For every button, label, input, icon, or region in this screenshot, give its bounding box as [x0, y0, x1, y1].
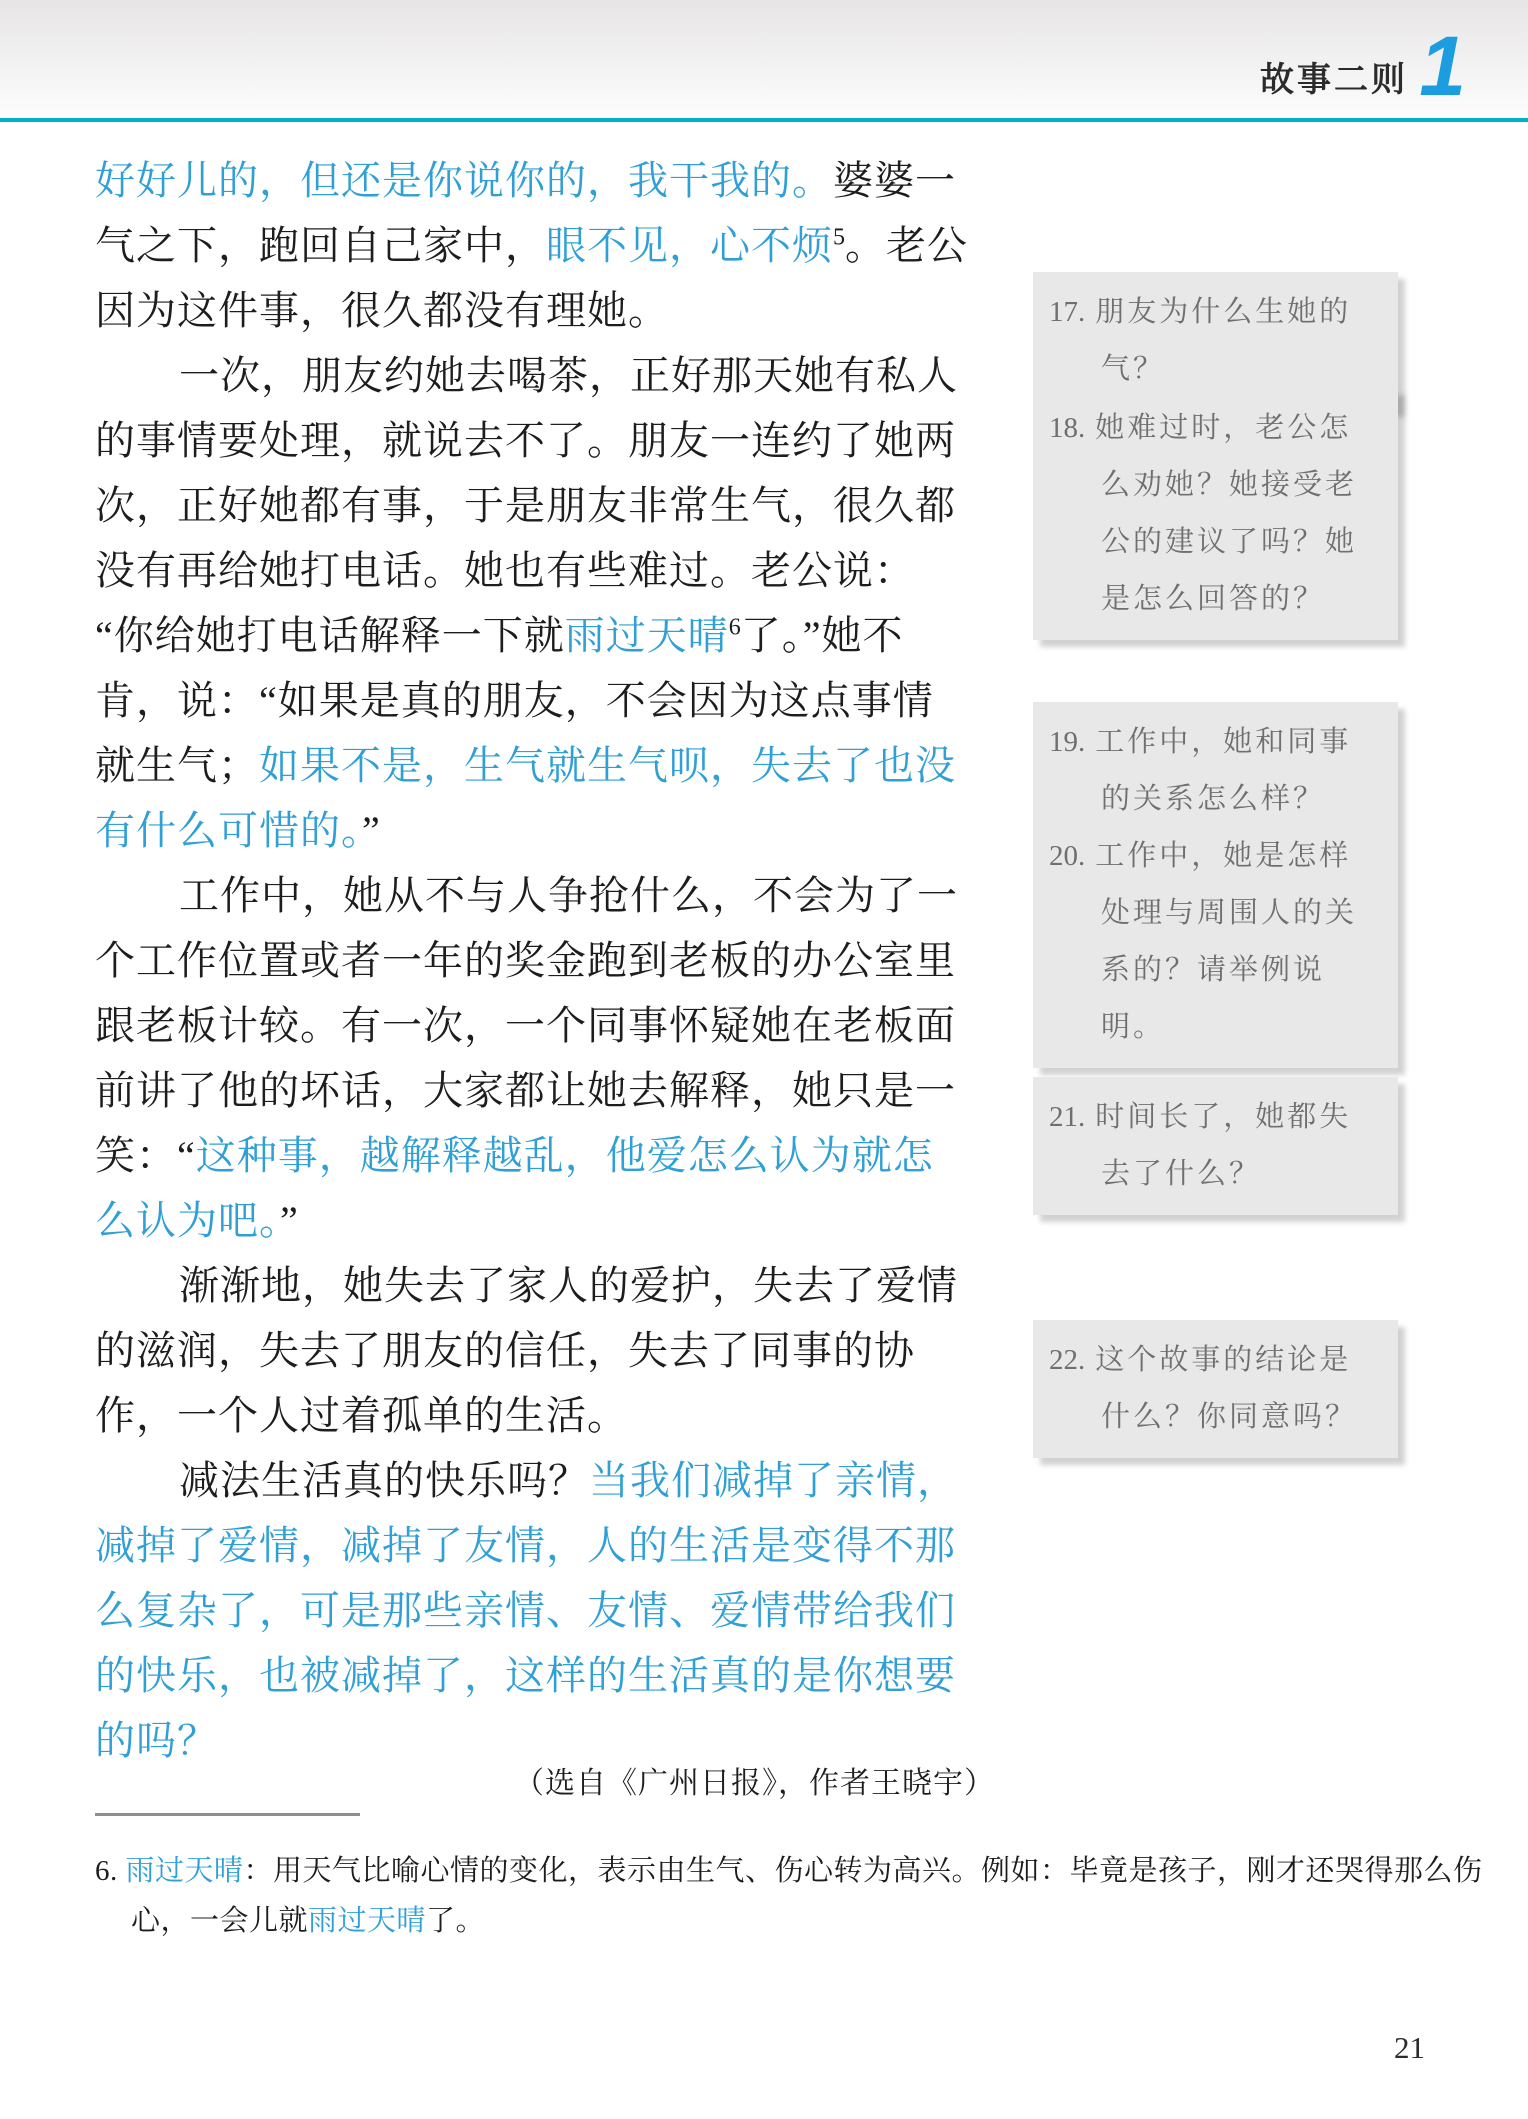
margin-question — [1049, 714, 1382, 828]
margin-question — [1049, 1089, 1382, 1203]
text-segment: 肯，说：“如果是真的朋友，不会因为这点事情 — [95, 678, 934, 723]
passage-line — [95, 1896, 1445, 1946]
passage-line — [95, 408, 995, 473]
text-segment: ：用天气比喻心情的变化，表示由生气、伤心转为高兴。例如：毕竟是孩子，刚才还哭得那么伤 — [243, 1855, 1483, 1887]
question-number: 17. — [1049, 296, 1086, 328]
text-segment: 了。 — [426, 1905, 486, 1937]
text-segment: 这种事，越解释越乱，他爱怎么认为就怎 — [195, 1133, 934, 1178]
passage-line — [95, 798, 995, 863]
passage-line — [95, 473, 995, 538]
text-segment: 渐渐地，她失去了家人的爱护，失去了爱情 — [179, 1263, 958, 1308]
text-segment: 眼不见，心不烦 — [546, 223, 833, 268]
text-segment: 的滋润，失去了朋友的信任，失去了同事的协 — [95, 1328, 915, 1373]
question-number: 20. — [1049, 840, 1086, 872]
text-segment: 一次，朋友约她去喝茶，正好那天她有私人 — [179, 353, 958, 398]
header-divider — [0, 118, 1528, 122]
passage-line — [95, 993, 995, 1058]
text-segment: 的吗？ — [95, 1718, 218, 1763]
text-segment: 的事情要处理，就说去不了。朋友一连约了她两 — [95, 418, 956, 463]
passage-line — [95, 733, 995, 798]
text-segment: 没有再给她打电话。她也有些难过。老公说： — [95, 548, 915, 593]
text-segment: 次，正好她都有事，于是朋友非常生气，很久都 — [95, 483, 956, 528]
text-segment: 6. — [95, 1855, 126, 1887]
question-text: 时间长了，她都失去了什么？ — [1095, 1101, 1352, 1190]
footnote-divider — [95, 1813, 360, 1816]
text-segment: 雨过天晴 — [564, 613, 729, 658]
question-box — [1033, 702, 1398, 1068]
chapter-number: 1 — [1419, 19, 1466, 113]
margin-question — [1049, 284, 1382, 398]
text-segment: 就生气； — [95, 743, 259, 788]
passage-line — [95, 213, 995, 278]
passage-line — [95, 928, 995, 993]
text-segment: 减掉了爱情，减掉了友情，人的生活是变得不那 — [95, 1523, 956, 1568]
text-segment: 雨过天晴 — [308, 1905, 427, 1937]
passage-line — [95, 538, 995, 603]
question-text: 工作中，她和同事的关系怎么样？ — [1095, 726, 1352, 815]
passage-line — [95, 1383, 995, 1448]
passage-line — [95, 148, 995, 213]
passage-line — [95, 1643, 995, 1708]
passage-line — [95, 1188, 995, 1253]
text-segment: 雨过天晴 — [125, 1855, 244, 1887]
passage-line — [95, 343, 995, 408]
question-box — [1033, 1077, 1398, 1215]
passage-line — [95, 278, 995, 343]
text-segment: 工作中，她从不与人争抢什么，不会为了一 — [179, 873, 958, 918]
footnote-ref: 5 — [833, 224, 845, 251]
margin-question — [1049, 1332, 1382, 1446]
passage-line — [95, 1318, 995, 1383]
text-segment: 当我们减掉了亲情， — [589, 1458, 958, 1503]
question-number: 19. — [1049, 726, 1086, 758]
text-segment: 么复杂了，可是那些亲情、友情、爱情带给我们 — [95, 1588, 956, 1633]
source-attribution: （选自《广州日报》，作者王晓宇） — [514, 1767, 995, 1800]
text-segment: “你给她打电话解释一下就 — [95, 613, 565, 658]
question-text: 工作中，她是怎样处理与周围人的关系的？请举例说明。 — [1095, 840, 1358, 1043]
margin-question — [1049, 400, 1382, 628]
text-segment: 心，一会儿就 — [131, 1905, 309, 1937]
passage-line — [95, 1058, 995, 1123]
passage-line — [95, 668, 995, 733]
passage-line — [95, 1513, 995, 1578]
passage-line — [95, 1448, 995, 1513]
text-segment: 好好儿的，但还是你说你的，我干我的。 — [95, 158, 833, 203]
passage-line — [95, 1123, 995, 1188]
text-segment: 作，一个人过着孤单的生活。 — [95, 1393, 628, 1438]
text-segment: ” — [362, 808, 381, 853]
text-segment: 减法生活真的快乐吗？ — [179, 1458, 589, 1503]
question-text: 这个故事的结论是什么？你同意吗？ — [1095, 1344, 1358, 1433]
text-segment: 因为这件事，很久都没有理她。 — [95, 288, 669, 333]
question-number: 21. — [1049, 1101, 1086, 1133]
text-segment: 么认为吧。 — [95, 1198, 280, 1243]
question-number: 18. — [1049, 412, 1086, 444]
question-box — [1033, 388, 1398, 640]
question-number: 22. — [1049, 1344, 1086, 1376]
text-segment: ” — [280, 1198, 299, 1243]
text-segment: 。老公 — [845, 223, 968, 268]
passage-line — [95, 1846, 1483, 1896]
chapter-title: 故事二则 — [1260, 61, 1408, 99]
text-segment: 个工作位置或者一年的奖金跑到老板的办公室里 — [95, 938, 956, 983]
passage-line — [95, 863, 995, 928]
text-segment: 有什么可惜的。 — [95, 808, 362, 853]
footnote — [95, 1846, 1483, 1946]
footnote-ref: 6 — [728, 614, 741, 641]
margin-question — [1049, 828, 1382, 1056]
question-text: 她难过时，老公怎么劝她？她接受老公的建议了吗？她是怎么回答的？ — [1095, 412, 1358, 615]
question-text: 朋友为什么生她的气？ — [1095, 296, 1352, 385]
reading-passage — [95, 148, 995, 1773]
text-segment: 气之下，跑回自己家中， — [95, 223, 546, 268]
text-segment: 前讲了他的坏话，大家都让她去解释，她只是一 — [95, 1068, 956, 1113]
passage-line — [95, 1253, 995, 1318]
passage-line — [95, 603, 995, 668]
text-segment: 了。”她不 — [740, 613, 904, 658]
text-segment: 婆婆一 — [833, 158, 956, 203]
passage-line — [95, 1578, 995, 1643]
text-segment: 跟老板计较。有一次，一个同事怀疑她在老板面 — [95, 1003, 956, 1048]
page-number: 21 — [1394, 2030, 1425, 2065]
question-box — [1033, 1320, 1398, 1458]
text-segment: 笑：“ — [95, 1133, 196, 1178]
text-segment: 如果不是，生气就生气呗，失去了也没 — [259, 743, 956, 788]
text-segment: 的快乐，也被减掉了，这样的生活真的是你想要 — [95, 1653, 956, 1698]
